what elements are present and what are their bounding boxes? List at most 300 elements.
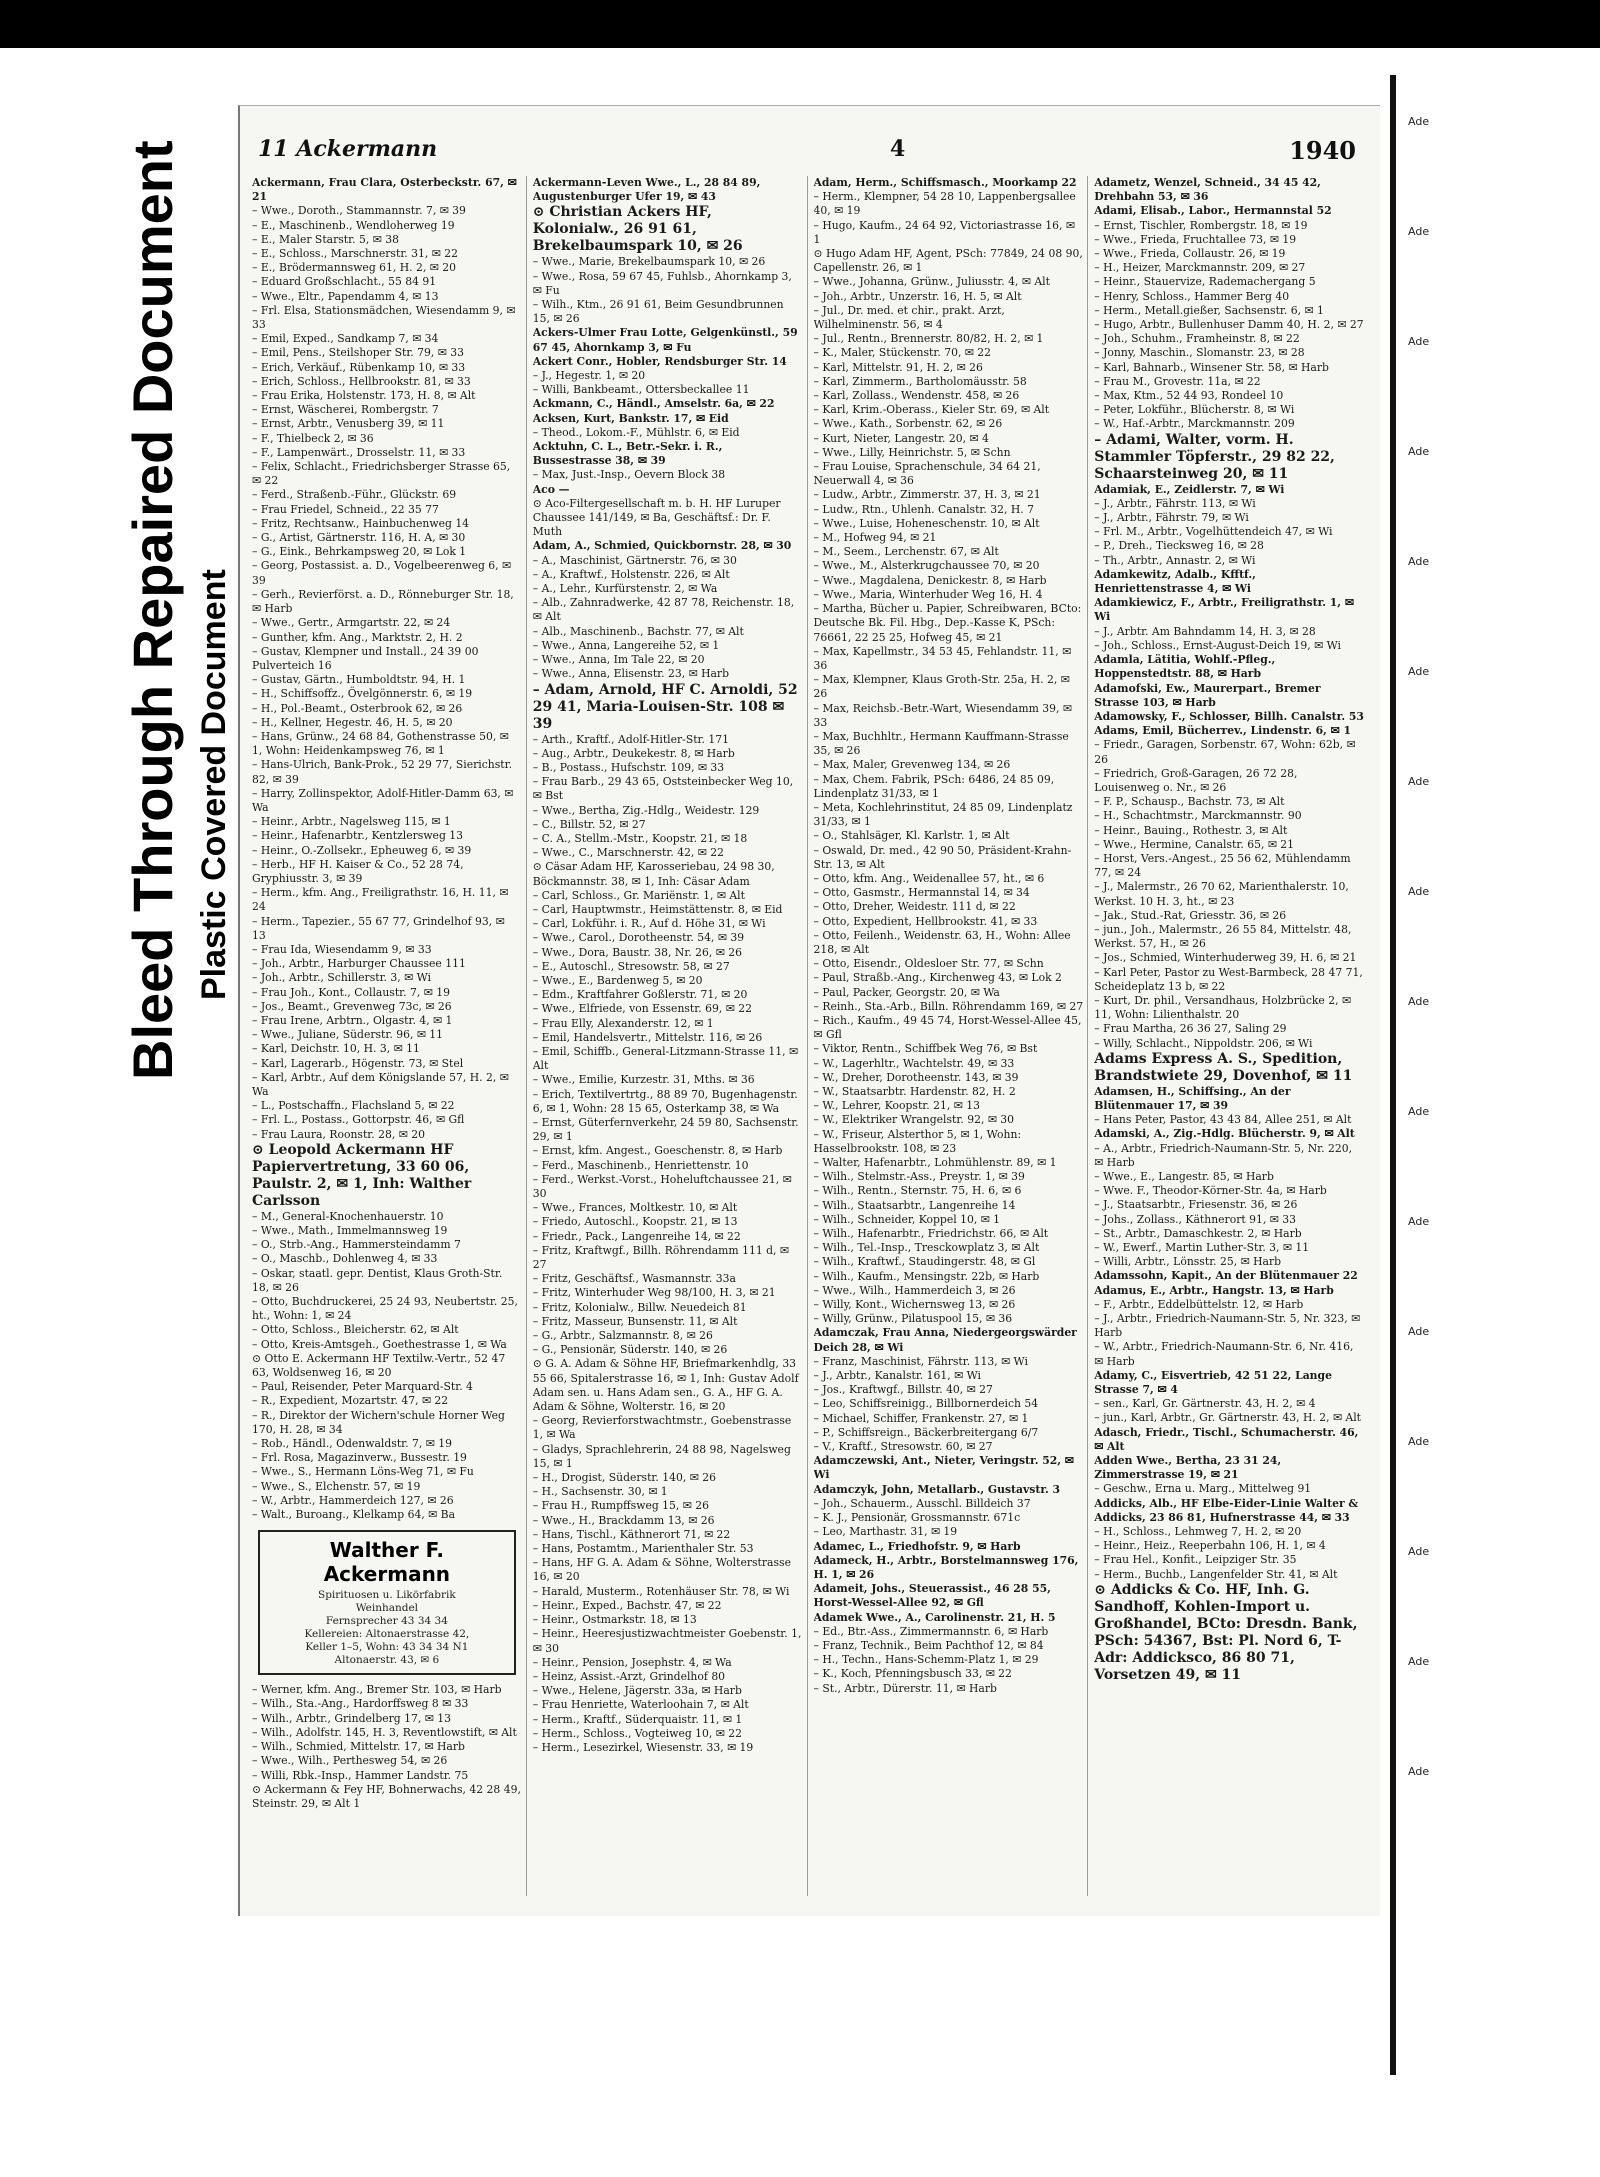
directory-entry: – E., Maler Starstr. 5, ✉ 38 [252, 232, 399, 246]
directory-entry: Adameit, Johs., Steuerassist., 46 28 55, Horst-Wessel-Allee 92, ✉ Gfl [813, 1582, 1051, 1610]
directory-entry: – Heinr., Hafenarbtr., Kentzlersweg 13 [252, 829, 464, 843]
directory-entry: – Hugo, Arbtr., Bullenhuser Damm 40, H. 2, ✉ 27 [1094, 318, 1364, 332]
directory-entry: – Franz, Technik., Beim Pachthof 12, ✉ 84 [813, 1638, 1044, 1652]
directory-entry: – L., Postschaffn., Flachsland 5, ✉ 22 [252, 1099, 455, 1113]
directory-entry: – Max, Buchhltr., Hermann Kauffmann-Strasse 35, ✉ 26 [813, 729, 1069, 758]
directory-entry: – Wwe., Wilh., Perthesweg 54, ✉ 26 [252, 1754, 448, 1768]
directory-entry: – Jos., Schmied, Winterhuderweg 39, H. 6, ✉ 21 [1094, 951, 1357, 965]
directory-entry: – Wwe., Carol., Dorotheenstr. 54, ✉ 39 [532, 931, 745, 945]
directory-entry: – Walt., Buroang., Klelkamp 64, ✉ Ba [252, 1508, 456, 1522]
directory-entry: – Peter, Lokführ., Blücherstr. 8, ✉ Wi [1094, 403, 1295, 417]
directory-entry: – H., Kellner, Hegestr. 46, H. 5, ✉ 20 [252, 715, 453, 729]
directory-entry: – Ferd., Maschinenb., Henriettenstr. 10 [532, 1158, 749, 1172]
directory-entry: – Wilh., Kraftwf., Staudingerstr. 48, ✉ Gl [813, 1255, 1036, 1269]
page-year: 1940 [1289, 136, 1356, 165]
directory-entry: – Wwe., C., Marschnerstr. 42, ✉ 22 [532, 846, 725, 860]
page-header-left: 11 Ackermann [258, 136, 438, 162]
directory-entry: – E., Autoschl., Stresowstr. 58, ✉ 27 [532, 959, 730, 973]
directory-page [238, 105, 1380, 1916]
directory-entry: – Harry, Zollinspektor, Adolf-Hitler-Damm 63, ✉ Wa [252, 786, 514, 814]
directory-entry: – Emil, Handelsvertr., Mittelstr. 116, ✉ 26 [532, 1030, 763, 1044]
adjacent-page-fragment: Ade [1408, 1215, 1430, 1228]
directory-entry: ⊙ Aco-Filtergesellschaft m. b. H. HF Luruper Chaussee 141/149, ✉ Ba, Geschäftsf.: Dr. F. Muth [532, 496, 781, 539]
directory-entry: – Geschw., Erna u. Marg., Mittelweg 91 [1094, 1482, 1312, 1496]
directory-entry: – G., Artist, Gärtnerstr. 116, H. A, ✉ 30 [252, 531, 466, 545]
advertisement-box [258, 1530, 516, 1675]
directory-entry: – Ludw., Rtn., Uhlenh. Canalstr. 32, H. 7 [813, 502, 1035, 516]
directory-entry: Adamec, L., Friedhofstr. 9, ✉ Harb [813, 1539, 1021, 1553]
directory-entry: – Heinz, Assist.-Arzt, Grindelhof 80 [532, 1669, 726, 1683]
directory-entry: – Wwe., E., Bardenweg 5, ✉ 20 [532, 973, 703, 987]
directory-entry: ⊙ Hugo Adam HF, Agent, PSch: 77849, 24 08 90, Capellenstr. 26, ✉ 1 [813, 247, 1083, 275]
directory-entry: – Werner, kfm. Ang., Bremer Str. 103, ✉ Harb [252, 1683, 502, 1697]
directory-entry: – M., General-Knochenhauerstr. 10 [252, 1209, 444, 1223]
directory-entry: – Walter, Hafenarbtr., Lohmühlenstr. 89, ✉ 1 [813, 1156, 1057, 1170]
adjacent-page-fragment: Ade [1408, 1655, 1430, 1668]
directory-entry: Adameck, H., Arbtr., Borstelmannsweg 176, H. 1, ✉ 26 [813, 1553, 1079, 1581]
directory-entry: – Hans, Postamtm., Marienthaler Str. 53 [532, 1542, 754, 1556]
directory-entry: – Reinh., Sta.-Arb., Billn. Röhrendamm 169, ✉ 27 [813, 999, 1084, 1013]
directory-entry: – Wilh., Arbtr., Grindelberg 17, ✉ 13 [252, 1711, 451, 1725]
directory-entry: – St., Arbtr., Damaschkestr. 2, ✉ Harb [1094, 1226, 1302, 1240]
directory-entry: Adams, Emil, Bücherrev., Lindenstr. 6, ✉ 1 [1094, 724, 1351, 738]
directory-entry: – Wilh., Rentn., Sternstr. 75, H. 6, ✉ 6 [813, 1184, 1022, 1198]
directory-entry: – Fritz, Winterhuder Weg 98/100, H. 3, ✉ 21 [532, 1286, 776, 1300]
directory-entry: – Herm., Tapezier., 55 67 77, Grindelhof 93, ✉ 13 [252, 914, 505, 942]
directory-entry: – Kurt, Dr. phil., Versandhaus, Holzbrücke 2, ✉ 11, Wohn: Lilienthalstr. 20 [1094, 993, 1352, 1022]
directory-entry: – Otto, Kreis-Amtsgeh., Goethestrasse 1, ✉ Wa [252, 1337, 507, 1351]
directory-entry: – Frau Friedel, Schneid., 22 35 77 [252, 502, 439, 516]
columns [252, 176, 1368, 1896]
directory-entry: – Herm., Lesezirkel, Wiesenstr. 33, ✉ 19 [532, 1740, 754, 1754]
directory-entry: – Wwe., Elfriede, von Essenstr. 69, ✉ 22 [532, 1002, 752, 1016]
directory-entry: – H., Schloss., Lehmweg 7, H. 2, ✉ 20 [1094, 1525, 1302, 1539]
adjacent-page-fragment: Ade [1408, 995, 1430, 1008]
directory-entry: – Wwe., Johanna, Grünw., Juliusstr. 4, ✉ Alt [813, 275, 1050, 289]
adjacent-page-fragment: Ade [1408, 335, 1430, 348]
directory-entry: – Alb., Zahnradwerke, 42 87 78, Reichenstr. 18, ✉ Alt [532, 596, 795, 624]
directory-entry: – Wilh., Schneider, Koppel 10, ✉ 1 [813, 1212, 1001, 1226]
directory-entry: – J., Arbtr., Fährstr. 113, ✉ Wi [1094, 496, 1256, 510]
page-header [240, 136, 1380, 165]
directory-entry: – J., Hegestr. 1, ✉ 20 [532, 369, 646, 383]
directory-entry: – Wwe., Anna, Im Tale 22, ✉ 20 [532, 653, 705, 667]
directory-entry: – W., Lehrer, Koopstr. 21, ✉ 13 [813, 1099, 980, 1113]
column-1 [252, 176, 527, 1896]
directory-entry: Ackmann, C., Händl., Amselstr. 6a, ✉ 22 [532, 397, 775, 411]
directory-entry: Adametz, Wenzel, Schneid., 34 45 42, Drehbahn 53, ✉ 36 [1094, 176, 1321, 204]
adjacent-page-fragment: Ade [1408, 555, 1430, 568]
directory-entry: – Erich, Verkäuf., Rübenkamp 10, ✉ 33 [252, 360, 466, 374]
directory-entry: – Max, Klempner, Klaus Groth-Str. 25a, H. 2, ✉ 26 [813, 673, 1070, 701]
directory-entry: – J., Arbtr., Fährstr. 79, ✉ Wi [1094, 511, 1249, 525]
directory-entry: – Wwe., Eltr., Papendamm 4, ✉ 13 [252, 289, 439, 303]
directory-entry: – W., Arbtr., Hammerdeich 127, ✉ 26 [252, 1493, 454, 1507]
directory-entry: – Wwe., Lilly, Heinrichstr. 5, ✉ Schn [813, 445, 1011, 459]
directory-entry: – V., Kraftf., Stresowstr. 60, ✉ 27 [813, 1440, 993, 1454]
directory-entry: – Joh., Schloss., Ernst-August-Deich 19, ✉ Wi [1094, 638, 1341, 652]
adjacent-page-fragment: Ade [1408, 1105, 1430, 1118]
directory-entry: – Wwe., Kath., Sorbenstr. 62, ✉ 26 [813, 417, 1003, 431]
directory-entry: Adamsen, H., Schiffsing., An der Blütenmauer 17, ✉ 39 [1094, 1084, 1291, 1112]
directory-entry: – Wwe., Anna, Elisenstr. 23, ✉ Harb [532, 667, 730, 681]
directory-entry: – E., Schloss., Marschnerstr. 31, ✉ 22 [252, 247, 458, 261]
directory-entry: – W., Dreher, Dorotheenstr. 143, ✉ 39 [813, 1070, 1019, 1084]
directory-entry: – Frau H., Rumpffsweg 15, ✉ 26 [532, 1499, 710, 1513]
directory-entry: – Wwe., Emilie, Kurzestr. 31, Mths. ✉ 36 [532, 1073, 755, 1087]
directory-entry: – Jos., Beamt., Grevenweg 73c, ✉ 26 [252, 999, 452, 1013]
directory-entry: Ackermann-Leven Wwe., L., 28 84 89, Augustenburger Ufer 19, ✉ 43 [532, 176, 761, 204]
directory-entry: – Friedr., Pack., Langenreihe 14, ✉ 22 [532, 1229, 741, 1243]
directory-entry: – Frau Barb., 29 43 65, Oststeinbecker Weg 10, ✉ Bst [532, 775, 794, 803]
directory-entry: – Frau M., Grovestr. 11a, ✉ 22 [1094, 374, 1261, 388]
directory-entry: Adasch, Friedr., Tischl., Schumacherstr. 46, ✉ Alt [1094, 1425, 1359, 1453]
directory-entry: – Heinr., Exped., Bachstr. 47, ✉ 22 [532, 1598, 722, 1612]
directory-entry: – Friedrich, Groß-Garagen, 26 72 28, Louisenweg o. Nr., ✉ 26 [1094, 766, 1298, 794]
directory-entry: – J., Malermstr., 26 70 62, Marienthalerstr. 10, Werkst. 10 H. 3, ht., ✉ 23 [1094, 880, 1349, 908]
directory-entry: – Emil, Exped., Sandkamp 7, ✉ 34 [252, 332, 439, 346]
directory-entry: – Gerh., Revierförst. a. D., Rönneburger Str. 18, ✉ Harb [252, 587, 514, 616]
directory-entry: – A., Maschinist, Gärtnerstr. 76, ✉ 30 [532, 553, 737, 567]
directory-entry: – B., Postass., Hufschstr. 109, ✉ 33 [532, 760, 725, 774]
directory-entry: – jun., Karl, Arbtr., Gr. Gärtnerstr. 43, H. 2, ✉ Alt [1094, 1411, 1362, 1425]
directory-entry: – Willy, Schlacht., Nippoldstr. 206, ✉ Wi [1094, 1036, 1313, 1050]
directory-entry: Adami, Elisab., Labor., Hermannstal 52 [1094, 204, 1332, 218]
directory-entry: – Wwe., M., Alsterkrugchaussee 70, ✉ 20 [813, 559, 1040, 573]
directory-entry: – Viktor, Rentn., Schiffbek Weg 76, ✉ Bst [813, 1042, 1038, 1056]
directory-entry: – Ernst, Wäscherei, Rombergstr. 7 [252, 403, 439, 417]
directory-entry: – Edm., Kraftfahrer Goßlerstr. 71, ✉ 20 [532, 988, 748, 1002]
directory-entry: – Wwe., Frieda, Fruchtallee 73, ✉ 19 [1094, 232, 1297, 246]
directory-entry: – Wwe. F., Theodor-Körner-Str. 4a, ✉ Harb [1094, 1184, 1327, 1198]
directory-entry: – Herb., HF H. Kaiser & Co., 52 28 74, Gryphiusstr. 3, ✉ 39 [252, 857, 464, 885]
directory-entry: – Otto, Feilenh., Weidenstr. 63, H., Wohn: Allee 218, ✉ Alt [813, 928, 1071, 956]
directory-entry: – Wwe., Helene, Jägerstr. 33a, ✉ Harb [532, 1684, 742, 1698]
directory-entry: Adams Express A. S., Spedition, Brandstwiete 29, Dovenhof, ✉ 11 [1094, 1050, 1353, 1084]
advertisement-title: Walther F. Ackermann [323, 1538, 451, 1587]
directory-entry: Aco — [532, 482, 570, 496]
directory-entry: – W., Staatsarbtr. Hardenstr. 82, H. 2 [813, 1085, 1016, 1098]
directory-entry: – W., Elektriker Wrangelstr. 92, ✉ 30 [813, 1113, 1015, 1127]
directory-entry: – Gustav, Gärtn., Humboldtstr. 94, H. 1 [252, 673, 466, 687]
directory-entry: – Max, Just.-Insp., Oevern Block 38 [532, 468, 726, 482]
directory-entry: – Hans-Ulrich, Bank-Prok., 52 29 77, Sierichstr. 82, ✉ 39 [252, 758, 513, 786]
scan-top-border [0, 0, 1600, 48]
adjacent-page-fragment: Ade [1408, 665, 1430, 678]
directory-entry: – Carl, Hauptwmstr., Heimstättenstr. 8, ✉ Eid [532, 902, 783, 916]
directory-entry: – Karl, Krim.-Oberass., Kieler Str. 69, ✉ Alt [813, 403, 1050, 417]
directory-entry: Adamczak, Frau Anna, Niedergeorgswärder Deich 28, ✉ Wi [813, 1326, 1077, 1354]
directory-entry: – Joh., Schuhm., Framheinstr. 8, ✉ 22 [1094, 332, 1300, 346]
adjacent-page-fragment: Ade [1408, 1435, 1430, 1448]
directory-entry: – Frl. L., Postass., Gottorpstr. 46, ✉ Gfl [252, 1113, 465, 1127]
directory-entry: – Otto, Dreher, Weidestr. 111 d, ✉ 22 [813, 900, 1016, 914]
directory-entry: – Wwe., Doroth., Stammannstr. 7, ✉ 39 [252, 204, 466, 218]
directory-entry: Adamowsky, F., Schlosser, Billh. Canalstr. 53 [1094, 709, 1364, 723]
directory-entry: ⊙ Otto E. Ackermann HF Textilw.-Vertr., 52 47 63, Woldsenweg 16, ✉ 20 [252, 1351, 506, 1380]
directory-entry: – Wwe., Frances, Moltkestr. 10, ✉ Alt [532, 1201, 738, 1215]
directory-entry: – Wwe., Dora, Baustr. 38, Nr. 26, ✉ 26 [532, 945, 742, 959]
directory-entry: – Fritz, Geschäftsf., Wasmannstr. 33a [532, 1272, 736, 1286]
directory-entry: – Max, Ktm., 52 44 93, Rondeel 10 [1094, 389, 1284, 403]
directory-entry: – Wwe., Gertr., Armgartstr. 22, ✉ 24 [252, 616, 451, 630]
directory-entry: – Herm., Metall.gießer, Sachsenstr. 6, ✉ 1 [1094, 303, 1324, 317]
directory-entry: – E., Brödermannsweg 61, H. 2, ✉ 20 [252, 261, 456, 275]
directory-entry: – Eduard Großschlacht., 55 84 91 [252, 275, 437, 289]
directory-entry: – Theod., Lokom.-F., Mühlstr. 6, ✉ Eid [532, 425, 740, 439]
directory-entry: ⊙ Cäsar Adam HF, Karosseriebau, 24 98 30, Böckmannstr. 38, ✉ 1, Inh: Cäsar Adam [532, 860, 775, 888]
directory-entry: Adamkewitz, Adalb., Kfftf., Henriettenstrasse 4, ✉ Wi [1094, 567, 1256, 596]
directory-entry: – P., Schiffsreign., Bäckerbreitergang 6/7 [813, 1425, 1039, 1439]
directory-entry: – H., Schiffsoffz., Övelgönnerstr. 6, ✉ 19 [252, 687, 473, 701]
directory-entry: – Wilh., Staatsarbtr., Langenreihe 14 [813, 1198, 1016, 1212]
directory-entry: – Paul, Straßb.-Ang., Kirchenweg 43, ✉ Lok 2 [813, 971, 1062, 985]
adjacent-page-fragment: Ade [1408, 885, 1430, 898]
directory-entry: – Frau Irene, Arbtrn., Olgastr. 4, ✉ 1 [252, 1013, 453, 1027]
directory-entry: – Ludw., Arbtr., Zimmerstr. 37, H. 3, ✉ 21 [813, 488, 1041, 502]
directory-entry: – Heinr., Bauing., Rothestr. 3, ✉ Alt [1094, 823, 1288, 837]
directory-entry: – Wilh., Hafenarbtr., Friedrichstr. 66, ✉ Alt [813, 1227, 1049, 1241]
directory-entry: – J., Arbtr., Kanalstr. 161, ✉ Wi [813, 1369, 981, 1383]
directory-entry: – Joh., Arbtr., Schillerstr. 3, ✉ Wi [252, 971, 431, 985]
directory-entry: – O., Stahlsäger, Kl. Karlstr. 1, ✉ Alt [813, 829, 1010, 843]
directory-entry: – Arth., Kraftf., Adolf-Hitler-Str. 171 [532, 732, 729, 746]
directory-entry: – Wwe., Math., Immelmannsweg 19 [252, 1224, 448, 1238]
directory-entry: – Herm., Buchb., Langenfelder Str. 41, ✉ Alt [1094, 1567, 1338, 1581]
directory-entry: – Otto, Schloss., Bleicherstr. 62, ✉ Alt [252, 1323, 459, 1337]
directory-entry: – Wwe., Hermine, Canalstr. 65, ✉ 21 [1094, 837, 1295, 851]
directory-entry: – Erich, Textilvertrtg., 88 89 70, Bugenhagenstr. 6, ✉ 1, Wohn: 28 15 65, Osterkamp 38, ✉ Wa [532, 1087, 798, 1115]
directory-entry: – Wwe., Marie, Brekelbaumspark 10, ✉ 26 [532, 255, 766, 269]
page-number: 4 [890, 136, 906, 162]
directory-entry: – K. J., Pensionär, Grossmannstr. 671c [813, 1511, 1021, 1525]
advertisement-line: Spirituosen u. Likörfabrik [318, 1589, 456, 1602]
adjacent-page-fragment: Ade [1408, 1765, 1430, 1778]
advertisement-line: Weinhandel [355, 1602, 419, 1615]
directory-entry: – O., Strb.-Ang., Hammersteindamm 7 [252, 1238, 461, 1252]
directory-entry: – J., Staatsarbtr., Friesenstr. 36, ✉ 26 [1094, 1198, 1298, 1212]
directory-entry: – Paul, Reisender, Peter Marquard-Str. 4 [252, 1380, 473, 1394]
directory-entry: – W., Haf.-Arbtr., Marckmannstr. 209 [1094, 417, 1295, 431]
directory-entry: – jun., Joh., Malermstr., 26 55 84, Mittelstr. 48, Werkst. 57, H., ✉ 26 [1094, 922, 1352, 951]
directory-entry: – Felix, Schlacht., Friedrichsberger Strasse 65, ✉ 22 [252, 460, 511, 488]
directory-entry: – Jul., Rentn., Brennerstr. 80/82, H. 2, ✉ 1 [813, 332, 1044, 346]
directory-entry: – Emil, Pens., Steilshoper Str. 79, ✉ 33 [252, 346, 464, 360]
directory-entry: – W., Friseur, Alsterthor 5, ✉ 1, Wohn: Hasselbrookstr. 108, ✉ 23 [813, 1127, 1022, 1155]
directory-entry: – Joh., Schauerm., Ausschl. Billdeich 37 [813, 1496, 1031, 1510]
directory-entry: Adamus, E., Arbtr., Hangstr. 13, ✉ Harb [1094, 1283, 1334, 1297]
directory-entry: – Frl. M., Arbtr., Vogelhüttendeich 47, ✉ Wi [1094, 525, 1333, 539]
directory-entry: Adamla, Lätitia, Wohlf.-Pfleg., Hoppenstedtstr. 88, ✉ Harb [1094, 653, 1276, 681]
directory-entry: Adamssohn, Kapit., An der Blütenmauer 22 [1094, 1269, 1358, 1283]
directory-entry: – Carl, Lokführ. i. R., Auf d. Höhe 31, ✉ Wi [532, 917, 766, 931]
directory-entry: Adamek Wwe., A., Carolinenstr. 21, H. 5 [813, 1610, 1056, 1624]
directory-entry: – Aug., Arbtr., Deukekestr. 8, ✉ Harb [532, 746, 735, 760]
directory-entry: – Wwe., Juliane, Süderstr. 96, ✉ 11 [252, 1028, 444, 1042]
directory-entry: – Fritz, Kolonialw., Billw. Neuedeich 81 [532, 1300, 747, 1314]
directory-entry: Ackermann, Frau Clara, Osterbeckstr. 67, ✉ 21 [252, 176, 517, 204]
directory-entry: – Paul, Packer, Georgstr. 20, ✉ Wa [813, 985, 1000, 999]
directory-entry: – Ernst, kfm. Angest., Goeschenstr. 8, ✉ Harb [532, 1144, 783, 1158]
directory-entry: Adam, Herm., Schiffsmasch., Moorkamp 22 [813, 176, 1077, 189]
directory-entry: – Jonny, Maschin., Slomanstr. 23, ✉ 28 [1094, 346, 1305, 360]
advertisement-line: Keller 1–5, Wohn: 43 34 34 N1 [305, 1641, 469, 1654]
directory-entry: – Wilh., Adolfstr. 145, H. 3, Reventlowstift, ✉ Alt [252, 1725, 517, 1739]
directory-entry: – A., Kraftwf., Holstenstr. 226, ✉ Alt [532, 567, 730, 581]
directory-entry: – Herm., Schloss., Vogteiweg 10, ✉ 22 [532, 1726, 743, 1740]
directory-entry: – Karl, Lagerarb., Högenstr. 73, ✉ Stel [252, 1056, 464, 1070]
directory-entry: Acktuhn, C. L., Betr.-Sekr. i. R., Bussestrasse 38, ✉ 39 [532, 440, 723, 468]
directory-entry: – Frau Henriette, Waterloohain 7, ✉ Alt [532, 1698, 749, 1712]
directory-entry: – F., Arbtr., Eddelbüttelstr. 12, ✉ Harb [1094, 1297, 1304, 1311]
directory-entry: – H., Techn., Hans-Schemm-Platz 1, ✉ 29 [813, 1653, 1039, 1667]
directory-entry: – H., Heizer, Marckmannstr. 209, ✉ 27 [1094, 261, 1306, 275]
directory-entry: – Karl Peter, Pastor zu West-Barmbeck, 28 47 71, Scheideplatz 13 b, ✉ 22 [1094, 965, 1363, 993]
directory-entry: – Georg, Postassist. a. D., Vogelbeerenweg 6, ✉ 39 [252, 559, 512, 587]
directory-entry: – Wwe., S., Hermann Löns-Weg 71, ✉ Fu [252, 1465, 474, 1479]
directory-entry: – Heinr., Ostmarkstr. 18, ✉ 13 [532, 1613, 697, 1627]
directory-entry: Adamski, A., Zig.-Hdlg. Blücherstr. 9, ✉ Alt [1094, 1127, 1355, 1141]
directory-entry: ⊙ Addicks & Co. HF, Inh. G. Sandhoff, Kohlen-Import u. Großhandel, BCto: Dresdn. Bank, PSch: 54367, Bst: Pl. Nord 6, T-Adr: Addicksco, 86 80 71, Vorsetzen 49, ✉ 11 [1094, 1581, 1358, 1683]
directory-entry: – Herm., Klempner, 54 28 10, Lappenbergsallee 40, ✉ 19 [813, 190, 1076, 218]
directory-entry: – Heinr., Heeresjustizwachtmeister Goebenstr. 1, ✉ 30 [532, 1627, 802, 1655]
directory-entry: – Oswald, Dr. med., 42 90 50, Präsident-Krahn-Str. 13, ✉ Alt [813, 843, 1072, 871]
directory-entry: – Otto, Gasmstr., Hermannstal 14, ✉ 34 [813, 886, 1030, 900]
directory-entry: ⊙ Christian Ackers HF, Kolonialw., 26 91 61, Brekelbaumspark 10, ✉ 26 [532, 204, 743, 255]
directory-entry: – G., Pensionär, Süderstr. 140, ✉ 26 [532, 1343, 728, 1357]
directory-entry: – Karl, Deichstr. 10, H. 3, ✉ 11 [252, 1042, 420, 1056]
directory-entry: – Willi, Rbk.-Insp., Hammer Landstr. 75 [252, 1768, 469, 1782]
directory-entry: – Heinr., Heiz., Reeperbahn 106, H. 1, ✉ 4 [1094, 1539, 1326, 1553]
directory-entry: – W., Ewerf., Martin Luther-Str. 3, ✉ 11 [1094, 1241, 1310, 1255]
directory-entry: – Leo, Schiffsreinigg., Billbornerdeich 54 [813, 1397, 1039, 1411]
directory-entry: – Wilh., Ktm., 26 91 61, Beim Gesundbrunnen 15, ✉ 26 [532, 298, 784, 326]
directory-entry: – Otto, Eisendr., Oldesloer Str. 77, ✉ Schn [813, 957, 1044, 971]
directory-entry: – Jul., Dr. med. et chir., prakt. Arzt, Wilhelminenstr. 56, ✉ 4 [813, 303, 1005, 332]
directory-entry: – Willi, Arbtr., Lönsstr. 25, ✉ Harb [1094, 1255, 1282, 1269]
directory-entry: – Frl. Rosa, Magazinverw., Bussestr. 19 [252, 1451, 467, 1465]
directory-entry: – Max, Maler, Grevenweg 134, ✉ 26 [813, 758, 1011, 772]
directory-entry: – Karl, Mittelstr. 91, H. 2, ✉ 26 [813, 360, 983, 374]
directory-entry: – W., Arbtr., Friedrich-Naumann-Str. 6, Nr. 416, ✉ Harb [1094, 1340, 1354, 1368]
directory-entry: – Otto, Buchdruckerei, 25 24 93, Neubertstr. 25, ht., Wohn: 1, ✉ 24 [252, 1295, 518, 1323]
directory-entry: – Frau Laura, Roonstr. 28, ✉ 20 [252, 1127, 425, 1141]
directory-entry: – G., Eink., Behrkampsweg 20, ✉ Lok 1 [252, 545, 467, 559]
directory-entry: – Willy, Grünw., Pilatuspool 15, ✉ 36 [813, 1312, 1013, 1326]
directory-entry: – Gustav, Klempner und Install., 24 39 00 Pulverteich 16 [252, 644, 479, 672]
directory-entry: – Fritz, Rechtsanw., Hainbuchenweg 14 [252, 516, 470, 530]
directory-entry: – Wwe., Anna, Langereihe 52, ✉ 1 [532, 638, 720, 652]
directory-entry: – Meta, Kochlehrinstitut, 24 85 09, Lindenplatz 31/33, ✉ 1 [813, 800, 1073, 829]
directory-entry: – Emil, Schiffb., General-Litzmann-Strasse 11, ✉ Alt [532, 1044, 799, 1073]
directory-entry: – Fritz, Masseur, Bunsenstr. 11, ✉ Alt [532, 1314, 738, 1328]
directory-entry: – Wilh., Sta.-Ang., Hardorffsweg 8 ✉ 33 [252, 1697, 469, 1711]
directory-entry: – Michael, Schiffer, Frankenstr. 27, ✉ 1 [813, 1411, 1029, 1425]
directory-entry: – Henry, Schloss., Hammer Berg 40 [1094, 289, 1290, 303]
directory-entry: – R., Expedient, Mozartstr. 47, ✉ 22 [252, 1394, 449, 1408]
directory-entry: ⊙ G. A. Adam & Söhne HF, Briefmarkenhdlg, 33 55 66, Spitalerstrasse 16, ✉ 1, Inh: Gustav Adolf Adam sen. u. Hans Adam sen., G. A., HF G. A. Adam & Söhne, Wolterstr. 16, ✉ 20 [532, 1357, 799, 1414]
directory-entry: – O., Maschb., Dohlenweg 4, ✉ 33 [252, 1252, 438, 1266]
directory-entry: – Wwe., Magdalena, Denickestr. 8, ✉ Harb [813, 573, 1047, 587]
directory-entry: – F., Lampenwärt., Drosselstr. 11, ✉ 33 [252, 445, 466, 459]
directory-entry: – W., Lagerhltr., Wachtelstr. 49, ✉ 33 [813, 1056, 1015, 1070]
directory-entry: – Hugo, Kaufm., 24 64 92, Victoriastrasse 16, ✉ 1 [813, 218, 1075, 246]
directory-entry: – Frau Joh., Kont., Collaustr. 7, ✉ 19 [252, 985, 450, 999]
directory-entry: – R., Direktor der Wichern'schule Horner Weg 170, H. 28, ✉ 34 [252, 1408, 505, 1436]
directory-entry: ⊙ Leopold Ackermann HF Papiervertretung, 33 60 06, Paulstr. 2, ✉ 1, Inh: Walther Carlsson [252, 1141, 472, 1209]
directory-entry: – Wwe., E., Langestr. 85, ✉ Harb [1094, 1170, 1274, 1183]
directory-entry: Adamczyk, John, Metallarb., Gustavstr. 3 [813, 1482, 1061, 1496]
directory-entry: ⊙ Ackermann & Fey HF, Bohnerwachs, 42 28 49, Steinstr. 29, ✉ Alt 1 [252, 1782, 521, 1810]
directory-entry: – H., Schachtmstr., Marckmannstr. 90 [1094, 809, 1302, 823]
directory-entry: – Adam, Arnold, HF C. Arnoldi, 52 29 41, Maria-Louisen-Str. 108 ✉ 39 [532, 681, 798, 732]
directory-entry: – J., Arbtr., Friedrich-Naumann-Str. 5, Nr. 323, ✉ Harb [1094, 1312, 1361, 1340]
directory-entry: – Joh., Arbtr., Harburger Chaussee 111 [252, 957, 466, 971]
directory-entry: – Frau Erika, Holstenstr. 173, H. 8, ✉ Alt [252, 389, 476, 403]
plastic-covered-label: Plastic Covered Document [195, 569, 233, 1000]
directory-entry: – Max, Kapellmstr., 34 53 45, Fehlandstr. 11, ✉ 36 [813, 644, 1072, 672]
directory-entry: Acksen, Kurt, Bankstr. 17, ✉ Eid [532, 411, 729, 425]
directory-entry: – St., Arbtr., Dürerstr. 11, ✉ Harb [813, 1681, 997, 1695]
column-2 [533, 176, 808, 1896]
column-3 [814, 176, 1089, 1896]
directory-entry: – C., Billstr. 52, ✉ 27 [532, 817, 646, 831]
advertisement-line: Fernsprecher 43 34 34 [325, 1615, 448, 1628]
directory-entry: – Max, Reichsb.-Betr.-Wart, Wiesendamm 39, ✉ 33 [813, 701, 1072, 729]
directory-entry: – Heinr., O.-Zollsekr., Epheuweg 6, ✉ 39 [252, 843, 472, 857]
directory-entry: – Ferd., Straßenb.-Führ., Glückstr. 69 [252, 488, 457, 502]
directory-entry: – Th., Arbtr., Annastr. 2, ✉ Wi [1094, 553, 1256, 567]
directory-entry: Ackers-Ulmer Frau Lotte, Gelgenkünstl., 59 67 45, Ahornkamp 3, ✉ Fu [532, 326, 798, 354]
advertisement-line: Kellereien: Altonaerstrasse 42, [304, 1628, 470, 1641]
directory-entry: – Heinr., Arbtr., Nagelsweg 115, ✉ 1 [252, 815, 451, 829]
directory-entry: – Georg, Revierforstwachtmstr., Goebenstrasse 1, ✉ Wa [532, 1414, 792, 1442]
directory-entry: – Heinr., Stauervize, Rademachergang 5 [1094, 275, 1316, 289]
directory-entry: – Ernst, Arbtr., Venusberg 39, ✉ 11 [252, 417, 445, 431]
directory-entry: – Wilh., Stelmstr.-Ass., Preystr. 1, ✉ 39 [813, 1170, 1025, 1184]
adjacent-page-fragment: Ade [1408, 1545, 1430, 1558]
directory-entry: – Otto, Expedient, Hellbrookstr. 41, ✉ 33 [813, 914, 1038, 928]
directory-entry: – Martha, Bücher u. Papier, Schreibwaren, BCto: Deutsche Bk. Fil. Hbg., Dep.-Kasse K, PSch: 76661, 22 25 25, Hofweg 45, ✉ 21 [813, 602, 1082, 644]
directory-entry: Adamy, C., Eisvertrieb, 42 51 22, Lange Strasse 7, ✉ 4 [1094, 1368, 1332, 1397]
directory-entry: – M., Hofweg 94, ✉ 21 [813, 531, 937, 545]
directory-entry: Adam, A., Schmied, Quickbornstr. 28, ✉ 30 [532, 539, 792, 553]
directory-entry: – A., Lehr., Kurfürstenstr. 2, ✉ Wa [532, 582, 718, 596]
adjacent-page-fragment: Ade [1408, 1325, 1430, 1338]
directory-entry: – Gunther, kfm. Ang., Marktstr. 2, H. 2 [252, 630, 463, 644]
adjacent-page-fragment: Ade [1408, 775, 1430, 788]
directory-entry: – Frau Martha, 26 36 27, Saling 29 [1094, 1022, 1287, 1036]
directory-entry: – Karl, Zollass., Wendenstr. 458, ✉ 26 [813, 389, 1020, 403]
directory-entry: – Kurt, Nieter, Langestr. 20, ✉ 4 [813, 431, 989, 445]
directory-entry: – Herm., kfm. Ang., Freiligrathstr. 16, H. 11, ✉ 24 [252, 886, 509, 914]
directory-entry: – Friedr., Garagen, Sorbenstr. 67, Wohn: 62b, ✉ 26 [1094, 738, 1356, 766]
directory-entry: – Hans Peter, Pastor, 43 43 84, Allee 251, ✉ Alt [1094, 1113, 1352, 1127]
directory-entry: – H., Sachsenstr. 30, ✉ 1 [532, 1485, 668, 1499]
directory-entry: – Ferd., Werkst.-Vorst., Hoheluftchaussee 21, ✉ 30 [532, 1172, 792, 1200]
directory-entry: – Alb., Maschinenb., Bachstr. 77, ✉ Alt [532, 624, 744, 638]
directory-entry: Adamiak, E., Zeidlerstr. 7, ✉ Wi [1094, 482, 1285, 496]
directory-entry: – Wwe., Frieda, Collaustr. 26, ✉ 19 [1094, 247, 1286, 261]
directory-entry: – J., Arbtr. Am Bahndamm 14, H. 3, ✉ 28 [1094, 624, 1316, 638]
directory-entry: – Adami, Walter, vorm. H. Stammler Töpferstr., 29 82 22, Schaarsteinweg 20, ✉ 11 [1094, 431, 1335, 482]
directory-entry: – F. P., Schausp., Bachstr. 73, ✉ Alt [1094, 795, 1285, 809]
directory-entry: – Wwe., H., Brackdamm 13, ✉ 26 [532, 1513, 715, 1527]
directory-entry: – F., Thielbeck 2, ✉ 36 [252, 431, 374, 445]
directory-entry: – Erich, Schloss., Hellbrookstr. 81, ✉ 33 [252, 374, 471, 388]
directory-entry: – Herm., Kraftf., Süderquaistr. 11, ✉ 1 [532, 1712, 743, 1726]
directory-entry: – Wwe., S., Elchenstr. 57, ✉ 19 [252, 1479, 421, 1493]
